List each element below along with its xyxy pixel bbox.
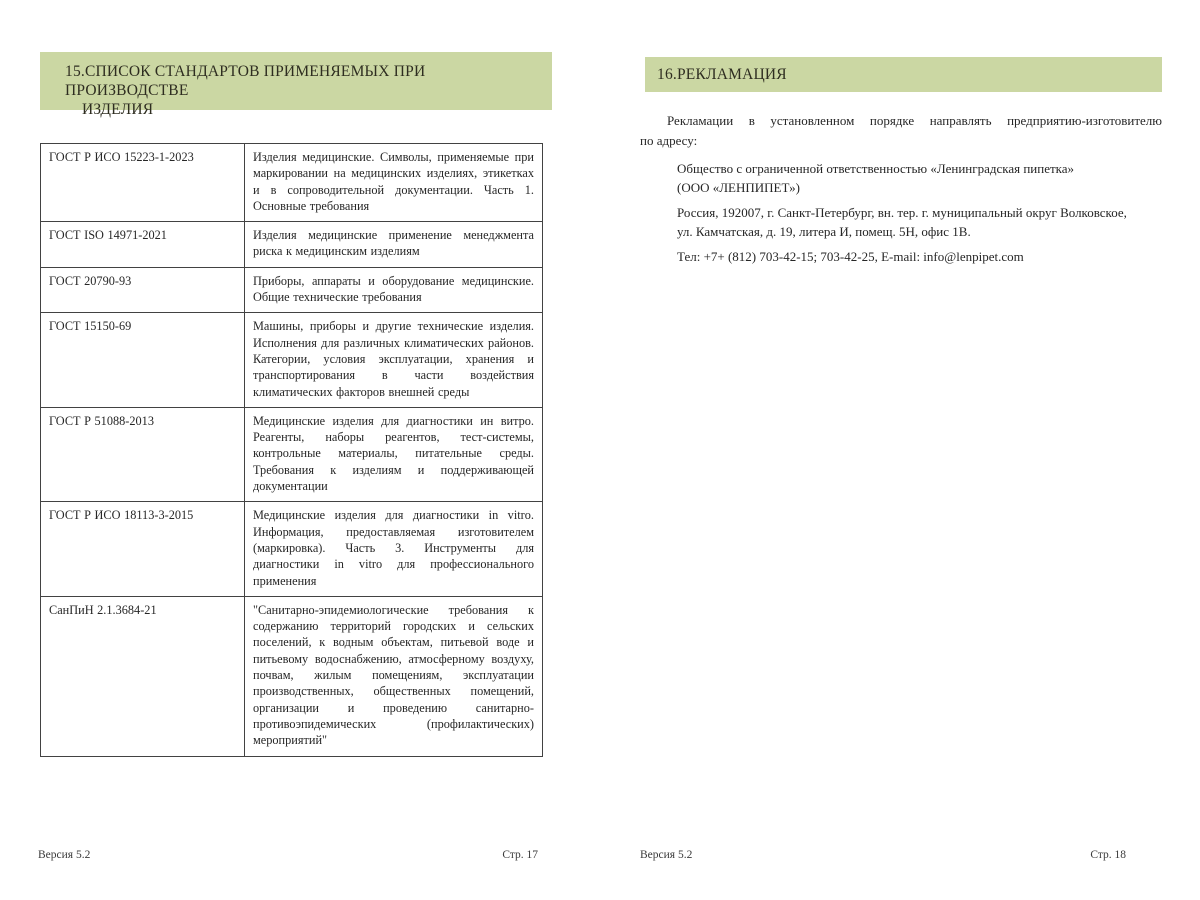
section-16-heading: [645, 57, 1162, 92]
standards-table-body: [41, 144, 543, 757]
section-15-title-line1: 15.СПИСОК СТАНДАРТОВ ПРИМЕНЯЕМЫХ ПРИ ПРОИЗВОДСТВЕ: [65, 63, 426, 99]
company-name-line2: (ООО «ЛЕНПИПЕТ»): [677, 180, 800, 195]
standard-description-cell: Медицинские изделия для диагностики ин витро. Реагенты, наборы реагентов, тест-системы, контрольные материалы, питательные среды. Требования к изделиям и поддерживающей документации: [245, 407, 543, 501]
section-15-heading: [40, 52, 552, 118]
standard-description-cell: Приборы, аппараты и оборудование медицинские. Общие технические требования: [245, 267, 543, 313]
standard-description-cell: Машины, приборы и другие технические изделия. Исполнения для различных климатических районов. Категории, условия эксплуатации, хранения и транспортирования в части воздействия климатических факторов внешней среды: [245, 313, 543, 407]
company-name-line1: Общество с ограниченной ответственностью «Ленинградская пипетка»: [677, 161, 1075, 176]
standard-code-cell: ГОСТ Р ИСО 18113-3-2015: [41, 502, 245, 596]
standard-description-cell: "Санитарно-эпидемиологические требования к содержанию территорий городских и сельских поселений, к водным объектам, питьевой воде и питьевому водоснабжению, атмосферному воздуху, почвам, жилым помещениям, эксплуатации производственных, общественных помещений, организации и проведению санитарно-противоэпидемических (профилактических) мероприятий": [245, 596, 543, 756]
standard-code-cell: СанПиН 2.1.3684-21: [41, 596, 245, 756]
section-16-title: 16.РЕКЛАМАЦИЯ: [657, 66, 787, 83]
section-15-title-line2: ИЗДЕЛИЯ: [82, 101, 154, 118]
table-row: [41, 596, 543, 756]
page-number: Стр. 17: [502, 849, 538, 861]
postal-address-line2: ул. Камчатская, д. 19, литера И, помещ. 5Н, офис 1В.: [677, 224, 971, 239]
version-label: Версия 5.2: [38, 849, 91, 861]
standard-description-cell: Медицинские изделия для диагностики in vitro. Информация, предоставляемая изготовителем (маркировка). Часть 3. Инструменты для диагностики in vitro для профессионального применения: [245, 502, 543, 596]
page-18-footer: [640, 849, 1126, 861]
standard-code-cell: ГОСТ Р ИСО 15223-1-2023: [41, 144, 245, 222]
table-row: [41, 267, 543, 313]
table-row: [41, 313, 543, 407]
standard-code-cell: ГОСТ 20790-93: [41, 267, 245, 313]
table-row: [41, 144, 543, 222]
table-row: [41, 407, 543, 501]
standard-code-cell: ГОСТ 15150-69: [41, 313, 245, 407]
standard-code-cell: ГОСТ ISO 14971-2021: [41, 222, 245, 268]
version-label: Версия 5.2: [640, 849, 693, 861]
standards-table: [40, 143, 543, 757]
reclamation-paragraph: [640, 111, 1162, 150]
contact-line: Тел: +7+ (812) 703-42-15; 703-42-25, E-mail: info@lenpipet.com: [677, 249, 1024, 264]
table-row: [41, 222, 543, 268]
standard-code-cell: ГОСТ Р 51088-2013: [41, 407, 245, 501]
postal-address-line1: Россия, 192007, г. Санкт-Петербург, вн. тер. г. муниципальный округ Волковское,: [677, 205, 1127, 220]
company-name: [677, 159, 1163, 197]
standard-description-cell: Изделия медицинские применение менеджмента риска к медицинским изделиям: [245, 222, 543, 268]
reclamation-paragraph-line1: Рекламации в установленном порядке направлять предприятию-изготовителю: [667, 113, 1162, 128]
postal-address: [677, 203, 1163, 241]
standard-description-cell: Изделия медицинские. Символы, применяемые при маркировании на медицинских изделиях, этикетках и в сопроводительной документации. Часть 1. Основные требования: [245, 144, 543, 222]
table-row: [41, 502, 543, 596]
manufacturer-address-block: [677, 159, 1163, 272]
page-17-footer: [38, 849, 538, 861]
page-number: Стр. 18: [1090, 849, 1126, 861]
reclamation-paragraph-line2: по адресу:: [640, 132, 698, 148]
